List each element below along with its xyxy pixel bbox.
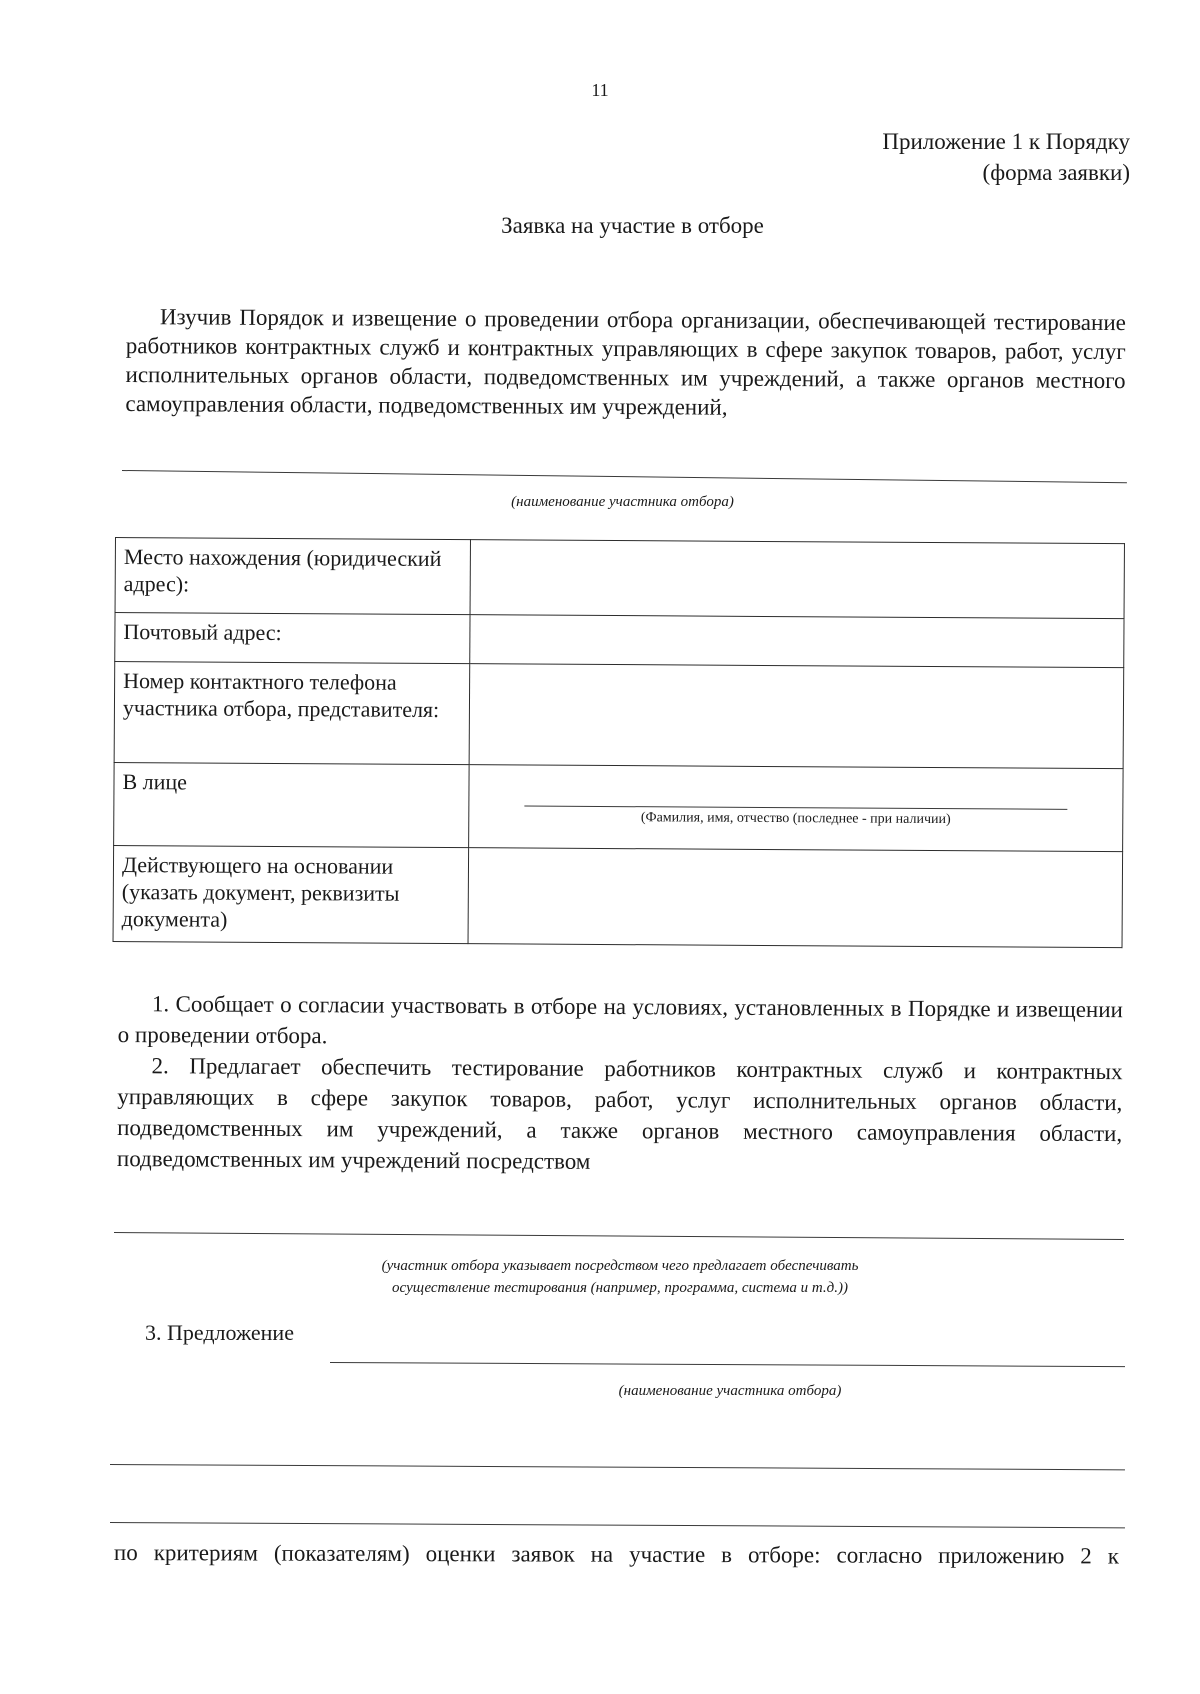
intro-text: Изучив Порядок и извещение о проведении отбора организации, обеспечивающей тестирование работников контрактных служб и контрактных управляющих в сфере закупок товаров, работ, услуг исполнительных органов области, подведомственных им учреждений, а также органов местного самоуправления области, подведомственных им учреждений,	[125, 304, 1126, 420]
participant-name-caption: (наименование участника отбора)	[511, 494, 734, 510]
location-value-field[interactable]	[470, 540, 1124, 619]
means-line	[114, 1232, 1124, 1240]
basis-value-field[interactable]	[468, 848, 1123, 948]
table-row	[114, 662, 1124, 769]
proposal-line	[330, 1362, 1125, 1367]
item-3-label: 3. Предложение	[145, 1320, 294, 1345]
intro-paragraph	[125, 302, 1126, 424]
table-row	[113, 845, 1123, 947]
blank-line-2	[110, 1522, 1125, 1528]
appendix-form-note: (форма заявки)	[982, 160, 1130, 185]
appendix-header	[882, 126, 1130, 188]
participant-name-line	[122, 470, 1127, 483]
means-caption-line-1: (участник отбора указывает посредством чего предлагает обеспечивать	[381, 1258, 859, 1274]
criteria-text: по критериям (показателям) оценки заявок на участие в отборе: согласно приложению 2 к	[113, 1540, 1119, 1569]
represented-by-label: В лице	[114, 762, 470, 847]
item-2-text: 2. Предлагает обеспечить тестирование работников контрактных служб и контрактных управляющих в сфере закупок товаров, работ, услуг исполнительных органов области, подведомственных им учреждений, а также органов местного самоуправления области, подведомственных им учреждений посредством	[116, 1053, 1123, 1174]
location-label: Место нахождения (юридический адрес):	[115, 538, 470, 615]
table-row	[115, 613, 1124, 668]
blank-line-1	[110, 1464, 1125, 1470]
basis-label: Действующего на основании (указать документ, реквизиты документа)	[113, 845, 469, 943]
numbered-items	[117, 988, 1123, 1180]
means-caption-line-2: осуществление тестирования (например, программа, система и т.д.))	[392, 1280, 848, 1296]
table-row	[115, 538, 1124, 619]
full-name-caption: (Фамилия, имя, отчество (последнее - при наличии)	[640, 810, 951, 828]
appendix-reference: Приложение 1 к Порядку	[882, 129, 1130, 154]
proposal-caption: (наименование участника отбора)	[618, 1383, 842, 1399]
participant-details-table	[113, 537, 1125, 948]
phone-label: Номер контактного телефона участника отбора, представителя:	[114, 662, 470, 765]
table-row	[114, 762, 1123, 851]
page-number: 11	[591, 80, 609, 100]
postal-address-label: Почтовый адрес:	[115, 613, 470, 664]
item-1-text: 1. Сообщает о согласии участвовать в отборе на условиях, установленных в Порядке и извещении о проведении отбора.	[117, 991, 1123, 1049]
means-caption	[220, 1255, 1020, 1299]
phone-value-field[interactable]	[469, 664, 1124, 769]
postal-address-value-field[interactable]	[470, 615, 1124, 668]
represented-by-value-field[interactable]	[469, 765, 1123, 852]
document-title: Заявка на участие в отборе	[501, 213, 764, 238]
